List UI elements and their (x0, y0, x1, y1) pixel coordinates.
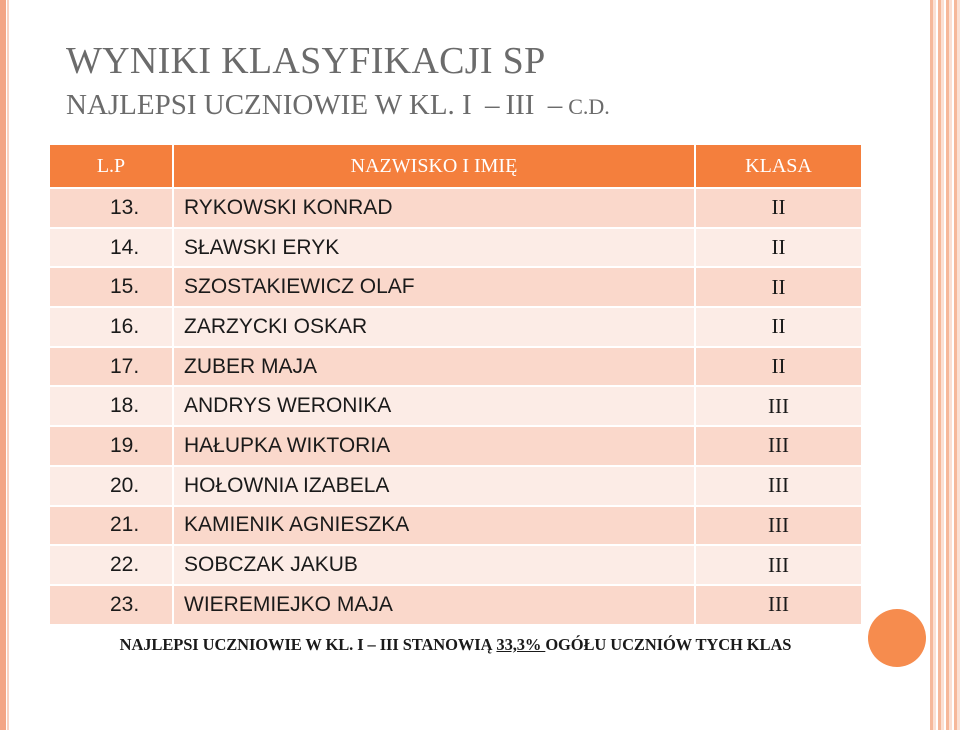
summary-percent: 33,3% (496, 634, 546, 654)
row-klasa: III (695, 466, 862, 506)
row-name: WIEREMIEJKO MAJA (173, 585, 695, 625)
table-row (49, 188, 862, 228)
subtitle-dash-2: – (547, 89, 563, 121)
row-name: RYKOWSKI KONRAD (173, 188, 695, 228)
table-row (49, 228, 862, 268)
table-row (49, 267, 862, 307)
row-name: ZUBER MAJA (173, 347, 695, 387)
row-name: HOŁOWNIA IZABELA (173, 466, 695, 506)
row-klasa: II (695, 347, 862, 387)
header-lp: L.P (49, 144, 173, 188)
row-lp: 18. (110, 394, 140, 418)
table-row (49, 585, 862, 625)
subtitle-suffix: C.D. (568, 94, 610, 119)
row-lp: 17. (110, 354, 140, 378)
row-lp: 21. (110, 513, 140, 537)
title-main: WYNIKI KLASYFIKACJI SP (66, 40, 546, 82)
summary-text-after: OGÓŁU UCZNIÓW TYCH KLAS (545, 634, 792, 654)
table-row (49, 466, 862, 506)
row-klasa: III (695, 386, 862, 426)
summary-text-before: NAJLEPSI UCZNIOWIE W KL. I – III STANOWIĄ (119, 634, 497, 654)
row-name: ZARZYCKI OSKAR (173, 307, 695, 347)
subtitle-classes: III (505, 89, 535, 121)
table-row (49, 386, 862, 426)
row-klasa: II (695, 228, 862, 268)
row-klasa: III (695, 585, 862, 625)
row-klasa: II (695, 307, 862, 347)
header-klasa: KLASA (695, 144, 862, 188)
row-name: SZOSTAKIEWICZ OLAF (173, 267, 695, 307)
row-klasa: II (695, 188, 862, 228)
summary-cell (49, 625, 862, 665)
slide-title (66, 38, 886, 126)
subtitle-dash: – (484, 89, 500, 121)
left-decorative-stripe (0, 0, 6, 730)
row-name: KAMIENIK AGNIESZKA (173, 506, 695, 546)
row-name: HAŁUPKA WIKTORIA (173, 426, 695, 466)
table-row (49, 347, 862, 387)
table-header-row (49, 144, 862, 188)
row-klasa: II (695, 267, 862, 307)
row-lp: 20. (110, 473, 140, 497)
table-row (49, 545, 862, 585)
row-lp: 14. (110, 235, 140, 259)
row-lp: 19. (110, 433, 140, 457)
summary-row (49, 625, 862, 665)
row-klasa: III (695, 545, 862, 585)
table-row (49, 307, 862, 347)
left-decorative-stripe-inner (7, 0, 9, 730)
header-name: NAZWISKO I IMIĘ (173, 144, 695, 188)
right-decorative-border (930, 0, 960, 730)
title-subtitle (66, 86, 886, 126)
row-lp: 23. (110, 592, 140, 616)
row-name: SOBCZAK JAKUB (173, 545, 695, 585)
subtitle-text: NAJLEPSI UCZNIOWIE W KL. I (66, 89, 472, 121)
row-name: SŁAWSKI ERYK (173, 228, 695, 268)
decorative-circle (868, 609, 926, 667)
table-row (49, 426, 862, 466)
row-lp: 16. (110, 314, 140, 338)
row-lp: 15. (110, 275, 140, 299)
row-lp: 13. (110, 195, 140, 219)
row-lp: 22. (110, 553, 140, 577)
row-name: ANDRYS WERONIKA (173, 386, 695, 426)
row-klasa: III (695, 426, 862, 466)
results-table (48, 143, 863, 666)
row-klasa: III (695, 506, 862, 546)
table-row (49, 506, 862, 546)
